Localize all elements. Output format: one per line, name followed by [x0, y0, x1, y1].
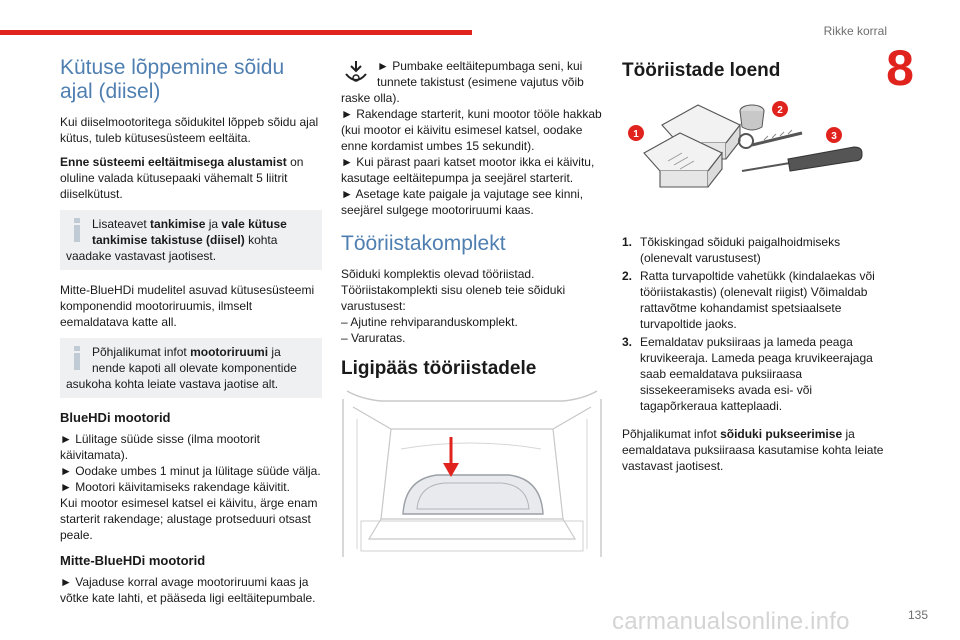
text: Lisateavet	[92, 217, 151, 232]
text: Tööriistakomplekti sisu oleneb teie sõiduki varustusest:	[341, 283, 566, 314]
paragraph: ► Vajaduse korral avage mootoriruumi kaas ja võtke kate lahti, et pääseda ligi eeltäitepumbale.	[60, 575, 316, 606]
bold-text: mootoriruumi	[190, 345, 269, 360]
text: Sõiduki komplektis olevad tööriistad.	[341, 267, 535, 282]
trunk-illustration	[341, 389, 603, 557]
bold-text: Enne süsteemi eeltäitmisega alustamist	[60, 155, 287, 170]
callout-3: 3	[831, 130, 837, 142]
text: ja nende kapoti all olevate komponentide asukoha kohta leiate vastava jaotise alt.	[66, 345, 297, 392]
paragraph	[622, 426, 884, 474]
column-left	[60, 56, 322, 614]
column-right	[622, 58, 884, 482]
text: ► Mootori käivitamiseks rakendage käivitit.	[60, 480, 290, 495]
paragraph	[60, 431, 322, 543]
wrench-icon	[341, 58, 371, 86]
watermark: carmanualsonline.info	[612, 608, 850, 635]
section-title-access: Ligipääs tööriistadele	[341, 358, 537, 380]
info-icon	[70, 218, 84, 242]
list-item: 3. Eemaldatav puksiiraas ja lameda peaga kruvikeeraja. Lameda peaga kruvikeerajaga saab eemaldatava puksiiraasa sissekeeramiseks avada esi- või tagapõrkeraua katteplaadi.	[622, 334, 873, 413]
list-item: 1. Tõkiskingad sõiduki paigalhoidmiseks (olenevalt varustusest)	[622, 234, 841, 265]
paragraph	[60, 154, 322, 202]
text: ► Asetage kate paigale ja vajutage see kinni, seejärel sulgege mootoriruumi kaas.	[341, 187, 584, 217]
text: Põhjalikumat infot	[622, 426, 721, 441]
paragraph	[341, 266, 603, 346]
subheading-non-bluehdi: Mitte-BlueHDi mootorid	[60, 553, 206, 569]
column-middle	[341, 58, 603, 562]
info-note	[60, 338, 322, 398]
text: ► Kui pärast paari katset mootor ikka ei käivitu, kasutage eeltäitepumpa ja seejärel starterit.	[341, 155, 595, 185]
paragraph	[341, 58, 603, 218]
text: Põhjalikumat infot	[92, 345, 191, 360]
info-note	[60, 210, 322, 270]
text: Kui mootor esimesel katsel ei käivitu, ärge enam starterit rakendage; alustage protseduuri otsast peale.	[60, 496, 318, 543]
section-title-fuel: Kütuse lõppemine sõidu ajal (diisel)	[60, 56, 285, 104]
section-label: Rikke korral	[823, 24, 887, 38]
list-item: 2. Ratta turvapoltide vahetükk (kindalaekas või tööriistakastis) (olenevalt riigist) Võimaldab rattavõtme kohandamist spetsiaalsete turvapoltide jaoks.	[622, 268, 875, 331]
text: ► Rakendage starterit, kuni mootor tööle hakkab (kui mootor ei käivitu esimesel katsel, oodake enne kordamist umbes 15 sekundit).	[341, 107, 602, 153]
text: ja	[205, 217, 222, 232]
page-number: 135	[907, 608, 928, 622]
tool-list	[622, 234, 884, 414]
bold-text: sõiduki pukseerimise	[720, 426, 843, 441]
text: ► Lülitage süüde sisse (ilma mootorit käivitamata).	[60, 432, 260, 463]
text: ► Pumbake eeltäitepumbaga seni, kui tunnete takistust (esimene vajutus võib raske olla).	[341, 59, 584, 105]
section-title-tool-list: Tööriistade loend	[622, 60, 781, 81]
paragraph: Kui diiselmootoritega sõidukitel lõppeb sõidu ajal kütus, tuleb kütusesüsteem eeltäita.	[60, 115, 319, 146]
paragraph: Mitte-BlueHDi mudelitel asuvad kütusesüsteemi komponendid mootoriruumis, ilmselt eemaldatava katte all.	[60, 283, 315, 330]
callout-2: 2	[777, 104, 783, 116]
bold-text: vale kütuse tankimise takistuse (diisel)	[92, 217, 287, 248]
text: – Varuratas.	[341, 331, 406, 346]
text: kohta vaadake vastavast jaotisest.	[66, 233, 278, 264]
text: on oluline valada kütusepaaki vähemalt 5 liitrit diiselkütust.	[60, 155, 304, 202]
callout-1: 1	[633, 128, 639, 140]
bold-text: tankimise	[150, 217, 206, 232]
tools-illustration	[622, 95, 884, 215]
info-icon	[70, 346, 84, 370]
header-accent-bar	[0, 30, 472, 35]
text: ja eemaldatava puksiiraasa kasutamise kohta leiate vastavast jaotisest.	[622, 426, 884, 473]
text: – Ajutine rehviparanduskomplekt.	[341, 315, 518, 330]
chapter-number: 8	[886, 40, 914, 96]
text: ► Oodake umbes 1 minut ja lülitage süüde välja.	[60, 464, 321, 479]
subheading-bluehdi: BlueHDi mootorid	[60, 410, 171, 426]
section-title-toolkit: Tööriistakomplekt	[341, 232, 506, 255]
